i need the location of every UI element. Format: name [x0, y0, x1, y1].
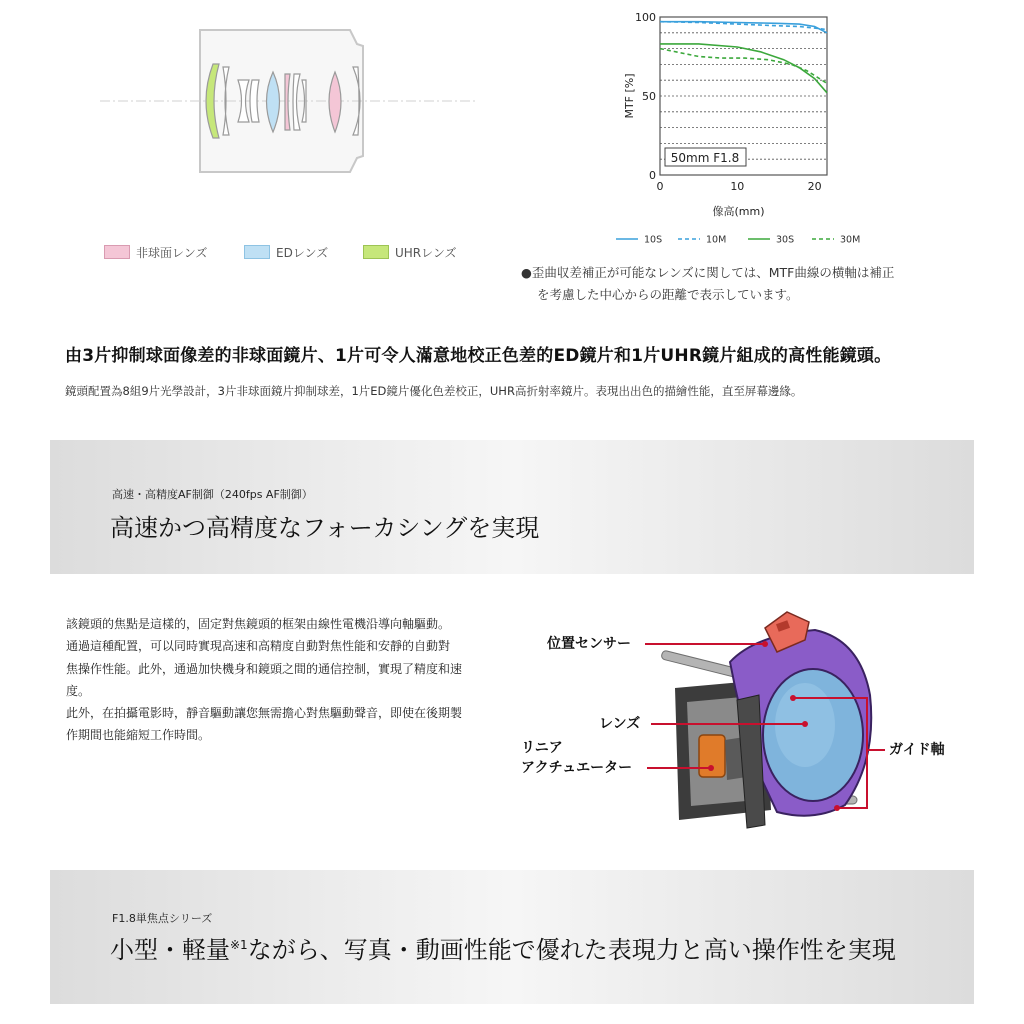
x-tick-label: 20: [807, 180, 822, 193]
label-linear-actuator-2: アクチュエーター: [521, 760, 633, 776]
legend-label: 30S: [776, 234, 795, 246]
af-description-line: 度。: [66, 683, 91, 698]
legend-label: 10S: [644, 234, 663, 246]
section-description: 鏡頭配置為8組9片光學設計，3片非球面鏡片抑制球差，1片ED鏡片優化色差校正，UHR高折射率鏡片。表現出出色的描繪性能，直至屏幕邊緣。: [65, 384, 803, 398]
banner-title-part: ながら、写真・動画性能で優れた表現力と高い操作性を実現: [247, 936, 896, 964]
banner-title: [110, 930, 896, 965]
y-tick-label: 50: [642, 90, 656, 103]
section-heading: 由3片抑制球面像差的非球面鏡片、1片可令人滿意地校正色差的ED鏡片和1片UHR鏡片組成的高性能鏡頭。: [65, 346, 892, 366]
legend-label: UHRレンズ: [395, 245, 457, 260]
series-feature-banner: [50, 870, 974, 1004]
banner-title: 高速かつ高精度なフォーカシングを実現: [110, 514, 540, 542]
label-position-sensor: 位置センサー: [547, 636, 631, 652]
banner-eyebrow: 高速・高精度AF制御（240fps AF制御）: [112, 488, 313, 501]
y-tick-label: 0: [649, 169, 656, 182]
legend-item-uhr: [363, 243, 457, 261]
af-description-line: 此外，在拍攝電影時，靜音驅動讓您無需擔心對焦驅動聲音，即使在後期製: [66, 706, 463, 721]
af-description-line: 焦操作性能。此外，通過加快機身和鏡頭之間的通信控制，實現了精度和速: [66, 661, 463, 676]
footnote-marker: ※1: [230, 938, 248, 952]
x-tick-label: 0: [656, 180, 664, 193]
legend-swatch: [363, 245, 389, 259]
lens-optical-diagram: [95, 22, 480, 182]
af-description-line: 作期間也能縮短工作時間。: [66, 728, 211, 743]
y-axis-label: MTF [%]: [623, 73, 636, 119]
label-lens: レンズ: [599, 716, 641, 732]
af-mechanism-diagram: [515, 600, 975, 840]
x-axis-label: 像高(mm): [712, 205, 765, 218]
legend-swatch: [244, 245, 270, 259]
legend-label: 30M: [840, 234, 861, 246]
annotation-label: 50mm F1.8: [670, 151, 740, 165]
x-tick-label: 10: [730, 180, 745, 193]
mtf-chart: [600, 5, 870, 255]
af-description: [66, 613, 506, 747]
y-tick-label: 100: [635, 11, 656, 24]
legend-swatch: [104, 245, 130, 259]
legend-item-ed: [244, 243, 328, 261]
af-feature-banner: [50, 440, 974, 574]
banner-title-part: 小型・軽量: [110, 936, 230, 964]
legend-label: EDレンズ: [276, 245, 329, 260]
mtf-footnote-line: を考慮した中心からの距離で表示しています。: [537, 287, 799, 302]
legend-label: 10M: [706, 234, 727, 246]
af-description-line: 該鏡頭的焦點是這樣的，固定對焦鏡頭的框架由線性電機沿導向軸驅動。: [66, 617, 451, 631]
label-guide-shaft: ガイド軸: [889, 742, 945, 758]
mtf-footnote-line: ●歪曲収差補正が可能なレンズに関しては、MTF曲線の横軸は補正: [521, 265, 895, 280]
legend-item-aspherical: [104, 243, 207, 261]
label-linear-actuator-1: リニア: [521, 740, 563, 756]
af-description-line: 通過這種配置，可以同時實現高速和高精度自動對焦性能和安靜的自動對: [66, 639, 451, 654]
mtf-footnote: [521, 262, 971, 306]
legend-label: 非球面レンズ: [136, 245, 208, 260]
banner-eyebrow: F1.8単焦点シリーズ: [112, 912, 213, 925]
